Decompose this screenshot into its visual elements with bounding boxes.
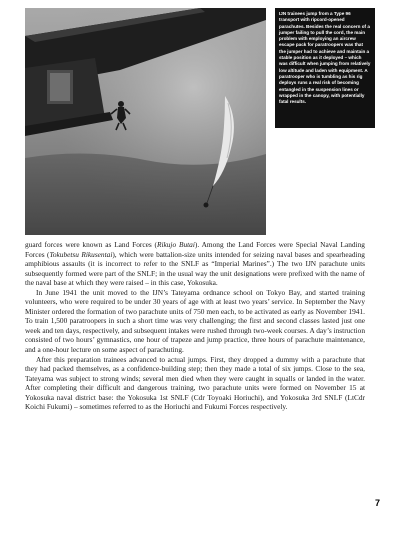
photo-caption: IJN trainees jump from a Type 96 transport with ripcord-opened parachutes. Besides the real concern of a jumper failing to pull the cord, the main problem with employing an aircrew escape pack for paratroopers was that the jumper had to achieve and maintain a stable position as it deployed – which was difficult when jumping from relatively low altitude and laden with equipment. A paratrooper who is tumbling as his rig deploys runs a real risk of becoming entangled in the suspension lines or wrapped in the canopy, with potentially fatal results. (275, 8, 375, 128)
paragraph-tateyama-training: In June 1941 the unit moved to the IJN’s Tateyama ordnance school on Tokyo Bay, and started training volunteers, who were required to be under 30 years of age with at least two years’ service. In September the Navy Minister ordered the formation of two parachute units of 750 men each, to be activated as early as November 1941. To train 1,500 paratroopers in such a short time was very challenging; the first and second classes lasted just one week and ten days, respectively, and subsequent intakes were rushed through two-week courses. A day’s instruction consisted of two hours’ gymnastics, one hour of trapeze and jump practice, three hours of parachute maintenance, and a one-hour lecture on some aspect of parachuting. (25, 287, 365, 355)
paragraph-land-forces (25, 240, 365, 288)
parachute-jump-photo (25, 8, 266, 235)
text-span: guard forces were known as Land Forces ( (25, 240, 157, 249)
body-text (25, 240, 365, 412)
page-number: 7 (375, 498, 381, 508)
paragraph-actual-jumps: After this preparation trainees advanced to actual jumps. First, they dropped a dummy with a parachute that they had packed themselves, as a confidence-building step; then they made a total of six jumps. Close to the sea, Tateyama was subject to strong winds; several men died when they were caught in squalls or landed in the water. After completing their difficult and dangerous training, two parachute units were formed on November 15 at Yokosuka naval district base: the Yokosuka 1st SNLF (Cdr Toyoaki Horiuchi), and Yokosuka 3rd SNLF (LtCdr Koichi Fukumi) – sometimes referred to as the Horiuchi and Fukumi Forces respectively. (25, 354, 365, 412)
text-span: ), which were battalion-size units intended for seizing naval bases and spearheading amphibious assaults (it is incorrect to refer to the SNLF as “Imperial Marines”.) The two IJN parachute units subsequently formed were part of the SNLF; in the usual way the unit designations were prefixed with the name of the naval base at which they were raised – in this case, Yokosuka. (25, 249, 365, 288)
text-span: ). Among the Land Forces were Special Naval Landing Forces ( (25, 240, 365, 259)
term-rikujo-butai: Rikujo Butai (156, 240, 195, 249)
term-tokubetsu-rikusentai: Tokubetsu Rikusentai (49, 249, 113, 259)
